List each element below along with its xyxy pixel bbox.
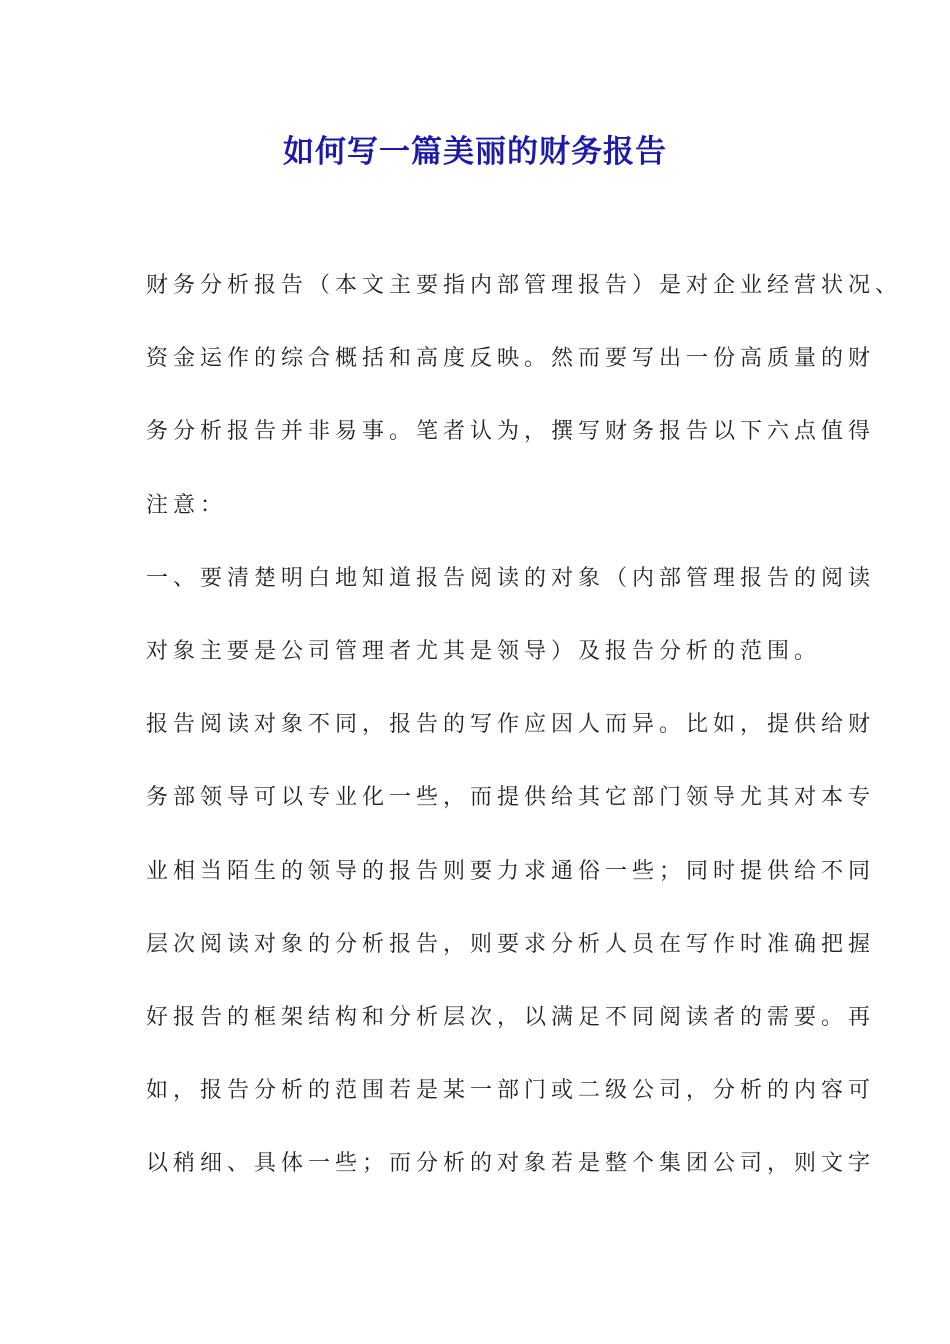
text-line: 务部领导可以专业化一些，而提供给其它部门领导尤其对本专: [146, 785, 876, 811]
section-heading-line: 一、要清楚明白地知道报告阅读的对象（内部管理报告的阅读: [146, 565, 876, 591]
document-title: 如何写一篇美丽的财务报告: [283, 134, 667, 170]
section-heading-line: 对象主要是公司管理者尤其是领导）及报告分析的范围。: [146, 638, 822, 664]
text-line: 报告阅读对象不同，报告的写作应因人而异。比如，提供给财: [146, 712, 876, 738]
text-line: 以稍细、具体一些；而分析的对象若是整个集团公司，则文字: [146, 1151, 876, 1177]
text-line: 好报告的框架结构和分析层次，以满足不同阅读者的需要。再: [146, 1004, 876, 1030]
text-line: 层次阅读对象的分析报告，则要求分析人员在写作时准确把握: [146, 931, 876, 957]
text-line: 业相当陌生的领导的报告则要力求通俗一些；同时提供给不同: [146, 858, 876, 884]
text-line: 务分析报告并非易事。笔者认为，撰写财务报告以下六点值得: [146, 419, 876, 445]
text-line: 注意：: [146, 492, 228, 518]
document-body: [146, 264, 903, 1215]
text-line: 如，报告分析的范围若是某一部门或二级公司，分析的内容可: [146, 1078, 876, 1104]
text-line: 财务分析报告（本文主要指内部管理报告）是对企业经营状况、: [146, 273, 903, 298]
text-line: 资金运作的综合概括和高度反映。然而要写出一份高质量的财: [146, 346, 876, 372]
